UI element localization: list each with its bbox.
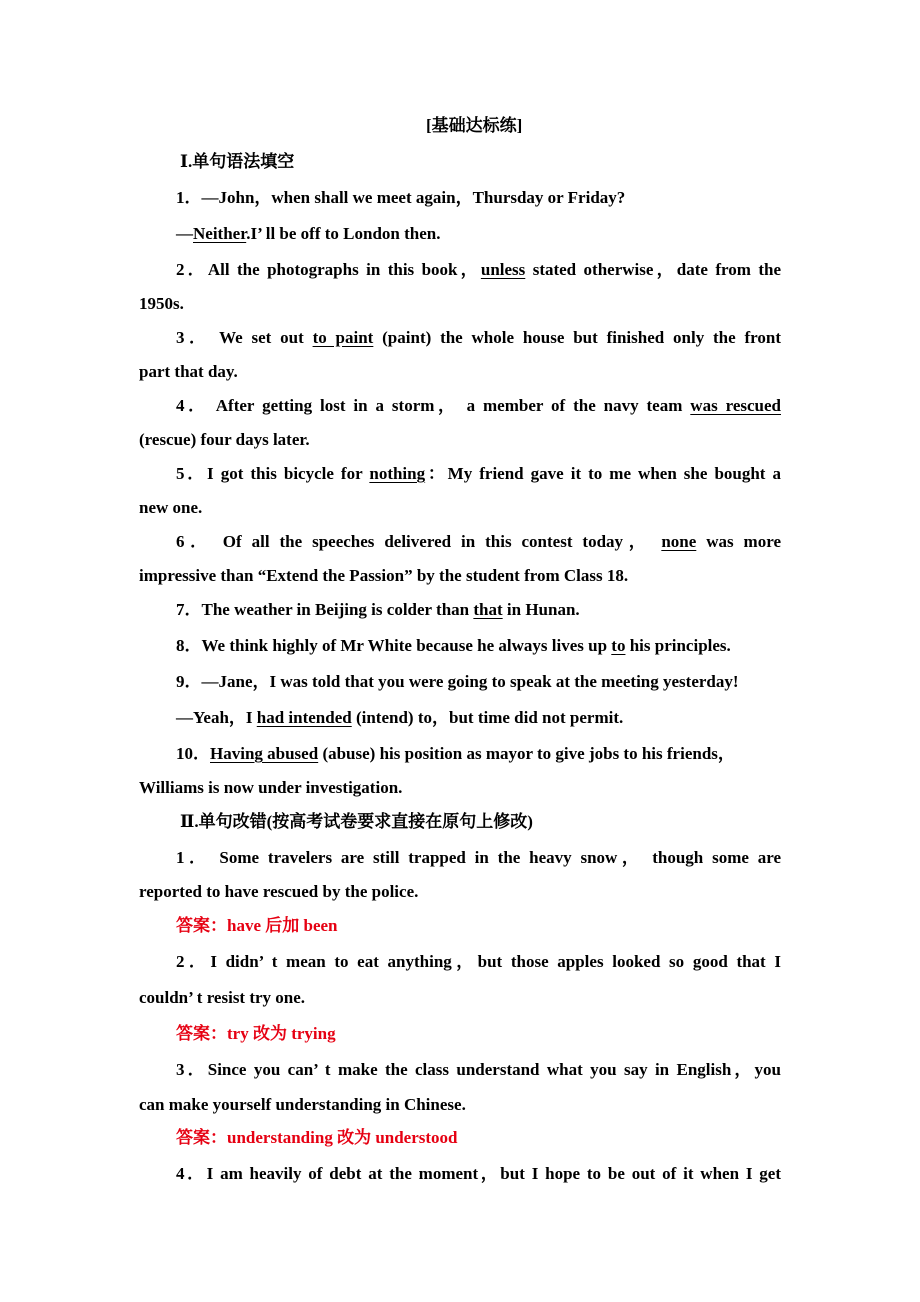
q10-line-1 (176, 744, 781, 764)
q9-reply-lead: —Yeah，I (176, 708, 257, 727)
e2-line-1: 2．I didn’ t mean to eat anything，but those apples looked so good that I (176, 952, 781, 971)
q2-rest: stated otherwise，date from the (525, 260, 781, 279)
q2-line-2: 1950s. (139, 294, 184, 313)
q10-number: 10． (176, 744, 210, 763)
q9-answer: had intended (256, 708, 352, 727)
q5-line-2: new one. (139, 498, 203, 517)
e1-answer: 答案：have 后加 been (176, 916, 338, 935)
q3-line-2: part that day. (139, 362, 238, 381)
q8-rest: his principles. (625, 636, 731, 655)
q8-stem: 8．We think highly of Mr White because he always lives up (176, 636, 612, 655)
q4-line-1 (176, 396, 781, 416)
page-title: [基础达标练] (426, 116, 523, 135)
q5-rest: ：My friend gave it to me when she bought a (425, 464, 781, 483)
q6-answer: none (661, 532, 697, 551)
q3-rest: (paint) the whole house but finished only the front (373, 328, 781, 347)
e4-line-1: 4．I am heavily of debt at the moment，but I hope to be out of it when I get (176, 1164, 781, 1183)
e2-answer: 答案：try 改为 trying (176, 1024, 336, 1043)
q2-stem: 2．All the photographs in this book， (176, 260, 481, 279)
section-1-heading: Ⅰ.单句语法填空 (180, 152, 295, 171)
q10-rest: (abuse) his position as mayor to give jobs to his friends， (318, 744, 735, 763)
q6-line-2: impressive than “Extend the Passion” by the student from Class 18. (139, 566, 629, 585)
q7-stem: 7．The weather in Beijing is colder than (176, 600, 474, 619)
e3-answer: 答案：understanding 改为 understood (176, 1128, 458, 1147)
q6-stem: 6． Of all the speeches delivered in this contest today， (176, 532, 662, 551)
q9-line-2 (176, 708, 781, 728)
q1-reply-lead: — (176, 224, 193, 243)
q10-line-2: Williams is now under investigation. (139, 778, 403, 797)
q5-line-1 (176, 464, 781, 484)
q8-answer: to (611, 636, 626, 655)
q3-stem: 3． We set out (176, 328, 313, 347)
q9-reply-rest: (intend) to，but time did not permit. (351, 708, 624, 727)
e2-line-2: couldn’ t resist try one. (139, 988, 306, 1007)
q1-reply-rest: .I’ ll be off to London then. (246, 224, 441, 243)
q7-rest: in Hunan. (502, 600, 580, 619)
q1-line-1: 1．—John，when shall we meet again，Thursday or Friday? (176, 188, 626, 207)
q9-line-1: 9．—Jane，I was told that you were going to speak at the meeting yesterday! (176, 672, 739, 691)
q7-answer: that (473, 600, 503, 619)
q2-answer: unless (480, 260, 526, 279)
e1-line-1: 1． Some travelers are still trapped in the heavy snow， though some are (176, 848, 781, 867)
q1-answer: Neither (193, 224, 247, 243)
q7-line (176, 600, 781, 620)
e3-line-2: can make yourself understanding in Chinese. (139, 1095, 466, 1114)
q8-line (176, 636, 781, 656)
section-2-heading: Ⅱ.单句改错(按高考试卷要求直接在原句上修改) (180, 812, 533, 831)
q6-line-1 (176, 532, 781, 552)
e1-line-2: reported to have rescued by the police. (139, 882, 419, 901)
q3-line-1 (176, 328, 781, 348)
q6-rest: was more (696, 532, 781, 551)
q2-line-1 (176, 260, 781, 280)
q4-answer: was rescued (690, 396, 781, 415)
q4-stem: 4． After getting lost in a storm， a member of the navy team (176, 396, 691, 415)
q10-answer: Having abused (210, 744, 319, 763)
q1-line-2 (176, 224, 781, 244)
e3-line-1: 3．Since you can’ t make the class understand what you say in English，you (176, 1060, 781, 1079)
q5-stem: 5．I got this bicycle for (176, 464, 370, 483)
q4-line-2: (rescue) four days later. (139, 430, 310, 449)
q3-answer: to paint (312, 328, 374, 347)
q5-answer: nothing (369, 464, 426, 483)
